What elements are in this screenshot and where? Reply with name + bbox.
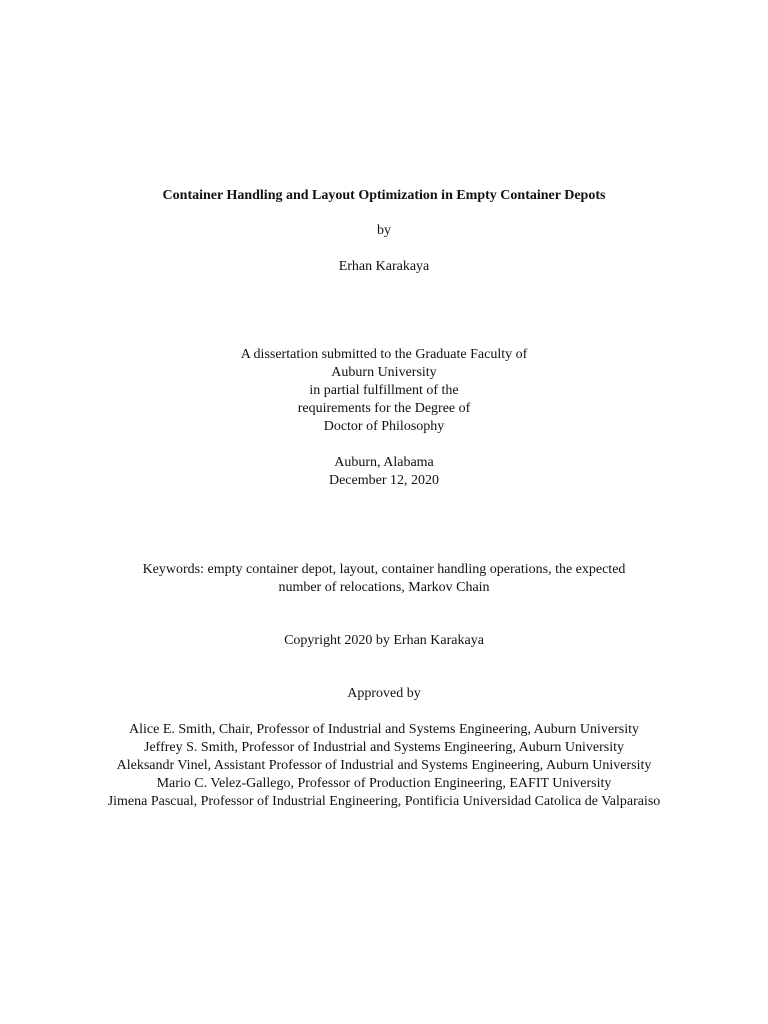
date: December 12, 2020	[328, 473, 440, 488]
author-name: Erhan Karakaya	[338, 259, 430, 274]
submission-line: Doctor of Philosophy	[323, 419, 445, 434]
submission-line: Auburn University	[331, 365, 437, 380]
location: Auburn, Alabama	[334, 455, 434, 470]
by-label: by	[377, 223, 391, 238]
approved-by-label: Approved by	[347, 686, 421, 701]
keywords-line: number of relocations, Markov Chain	[278, 580, 490, 595]
committee-member: Aleksandr Vinel, Assistant Professor of Industrial and Systems Engineering, Auburn University	[116, 758, 652, 773]
dissertation-title: Container Handling and Layout Optimization in Empty Container Depots	[162, 188, 606, 203]
keywords-line: Keywords: empty container depot, layout, container handling operations, the expected	[142, 562, 626, 577]
submission-line: A dissertation submitted to the Graduate Faculty of	[240, 347, 528, 362]
committee-member: Jimena Pascual, Professor of Industrial Engineering, Pontificia Universidad Catolica de Valparaiso	[107, 794, 661, 809]
submission-line: in partial fulfillment of the	[309, 383, 459, 398]
committee-member: Alice E. Smith, Chair, Professor of Industrial and Systems Engineering, Auburn University	[129, 722, 639, 737]
committee-member: Jeffrey S. Smith, Professor of Industrial and Systems Engineering, Auburn University	[144, 740, 624, 755]
committee-member: Mario C. Velez-Gallego, Professor of Production Engineering, EAFIT University	[156, 776, 612, 791]
copyright-notice: Copyright 2020 by Erhan Karakaya	[284, 633, 484, 648]
submission-line: requirements for the Degree of	[297, 401, 471, 416]
